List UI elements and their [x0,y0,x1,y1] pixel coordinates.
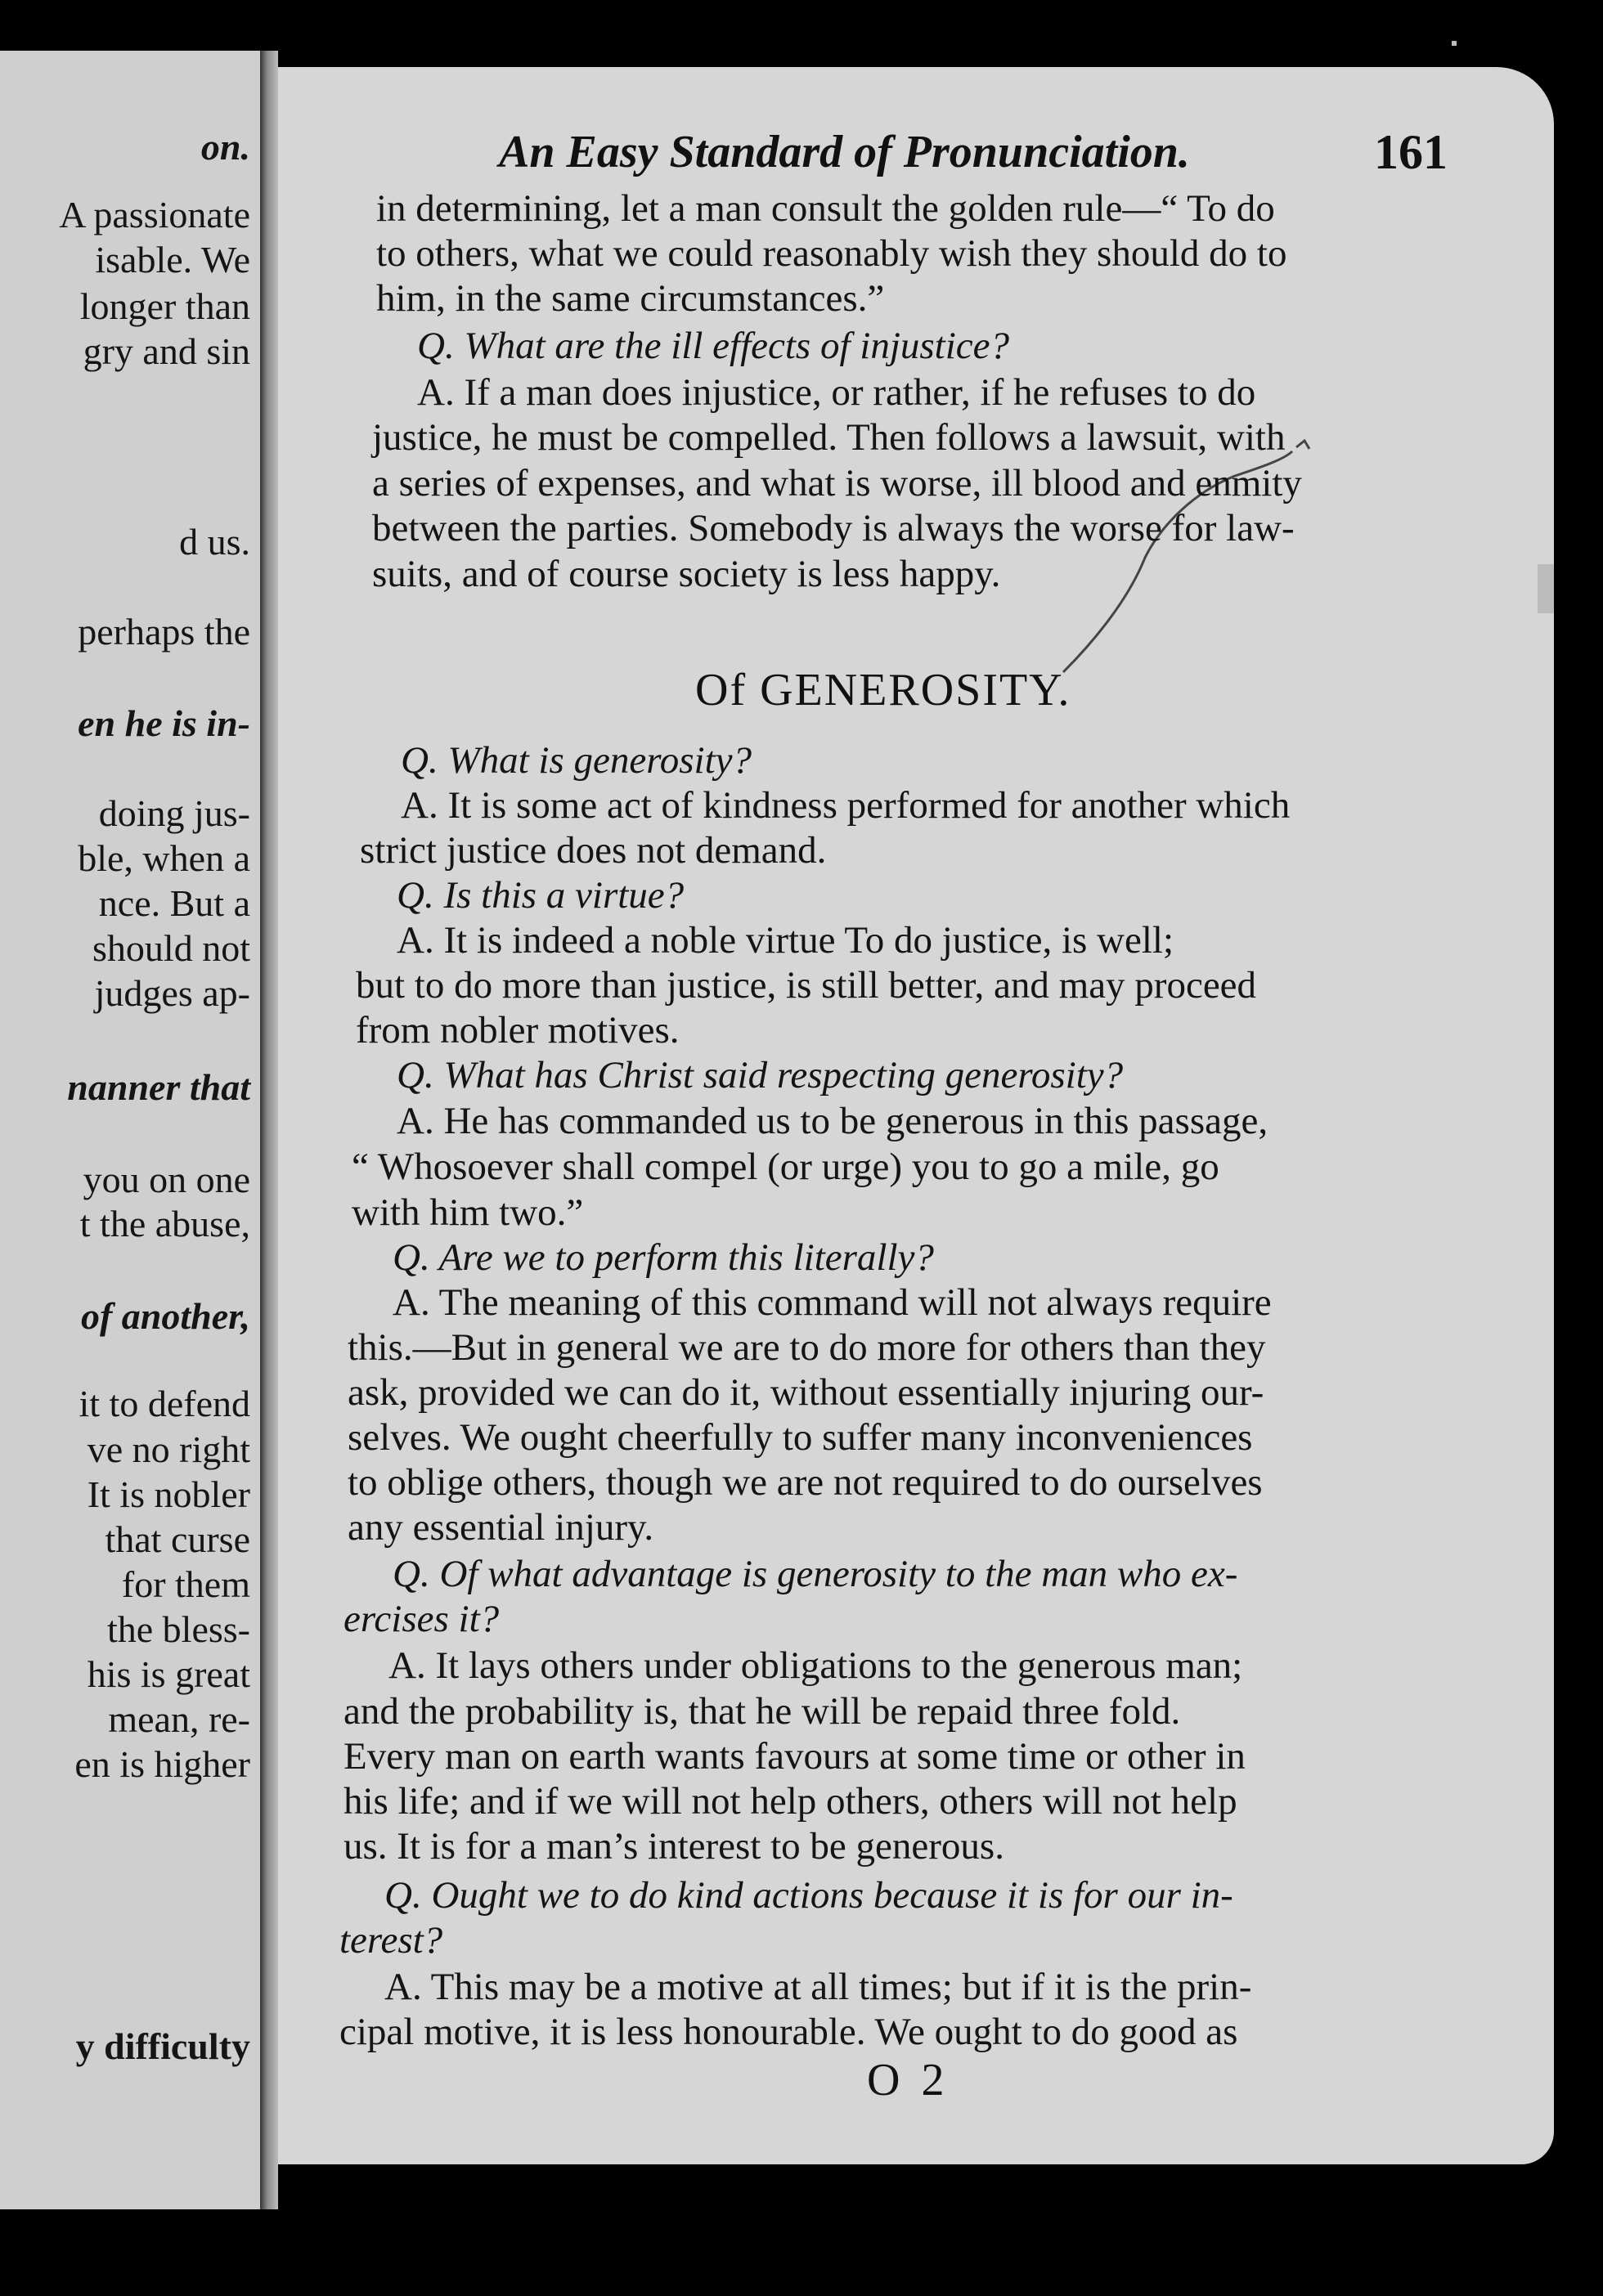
text-line: to others, what we could reasonably wish they should do to [376,232,1287,275]
left-page-line: for them [121,1563,250,1605]
left-page-line: en he is in- [78,702,250,744]
text-line: any essential injury. [348,1506,654,1549]
text-line: A. The meaning of this command will not always require [393,1281,1272,1324]
text-line: A. He has commanded us to be generous in this passage, [397,1100,1268,1142]
question-line: Q. What is generosity? [401,739,752,782]
left-page-line: of another, [80,1295,250,1337]
left-page-line: It is nobler [87,1473,250,1515]
text-line: from nobler motives. [356,1009,680,1052]
left-page-line: mean, re- [108,1698,250,1740]
question-line: Q. What are the ill effects of injustice? [417,325,1010,367]
running-header: An Easy Standard of Pronunciation. [499,127,1190,177]
text-line: his life; and if we will not help others, others will not help [344,1780,1237,1823]
book-gutter [260,51,278,2209]
left-page-line: ble, when a [78,837,250,879]
left-page-line: that curse [105,1518,250,1560]
left-page-line: should not [92,927,250,969]
left-page-line: perhaps the [78,611,250,652]
text-line: to oblige others, though we are not required to do ourselves [348,1461,1263,1504]
left-page-line: the bless- [106,1608,250,1650]
left-page-line: nce. But a [98,882,250,924]
left-page-line: doing jus- [98,792,250,834]
scan-speck [1538,564,1554,613]
left-page-line: en is higher [74,1743,250,1785]
question-line: Q. Of what advantage is generosity to the man who ex- [393,1553,1238,1595]
left-page-line: his is great [87,1653,250,1695]
signature-mark: O 2 [867,2055,950,2105]
text-line: A. It is some act of kindness performed for another which [401,784,1291,827]
left-page-line: isable. We [95,239,250,280]
text-line: A. It is indeed a noble virtue To do justice, is well; [397,919,1174,962]
text-line: and the probability is, that he will be repaid three fold. [344,1690,1181,1733]
text-line: between the parties. Somebody is always the worse for law- [372,507,1295,549]
section-title: Of GENEROSITY. [695,665,1071,715]
left-page-line: longer than [79,285,250,327]
left-page-line: it to defend [79,1383,250,1424]
text-line: us. It is for a man’s interest to be generous. [344,1825,1004,1868]
book-page [278,67,1554,2164]
scan-speck [1452,41,1457,46]
text-line: A. If a man does injustice, or rather, if he refuses to do [417,371,1256,414]
left-page-line: ve no right [87,1428,250,1470]
text-line: “ Whosoever shall compel (or urge) you to go a mile, go [352,1146,1219,1188]
previous-page-fragment [0,51,263,2209]
text-line: justice, he must be compelled. Then follows a lawsuit, with [372,416,1286,459]
left-page-line: on. [200,126,250,168]
text-line: A. This may be a motive at all times; but if it is the prin- [384,1966,1252,2008]
text-line: cipal motive, it is less honourable. We ought to do good as [339,2011,1238,2053]
question-line: terest? [339,1919,443,1962]
text-line: suits, and of course society is less happy. [372,553,1001,595]
text-line: Every man on earth wants favours at some time or other in [344,1735,1246,1778]
text-line: with him two.” [352,1191,584,1234]
left-page-line: y difficulty [75,2025,250,2067]
text-line: A. It lays others under obligations to the generous man; [388,1644,1243,1687]
question-line: Q. Ought we to do kind actions because it is for our in- [384,1874,1233,1917]
text-line: strict justice does not demand. [360,829,827,872]
question-line: ercises it? [344,1598,500,1640]
text-line: ask, provided we can do it, without essentially injuring our- [348,1371,1264,1414]
question-line: Q. Is this a virtue? [397,874,685,917]
question-line: Q. Are we to perform this literally? [393,1236,934,1279]
text-line: a series of expenses, and what is worse, ill blood and enmity [372,462,1302,504]
left-page-line: A passionate [59,194,250,235]
page-number: 161 [1374,125,1448,179]
left-page-line: t the abuse, [79,1203,250,1244]
text-line: this.—But in general we are to do more for others than they [348,1326,1266,1369]
left-page-line: judges ap- [94,972,250,1014]
text-line: selves. We ought cheerfully to suffer many inconveniences [348,1416,1253,1459]
text-line: but to do more than justice, is still better, and may proceed [356,964,1257,1007]
left-page-line: you on one [83,1159,250,1200]
left-page-line: d us. [179,521,250,563]
left-page-line: gry and sin [83,330,250,372]
question-line: Q. What has Christ said respecting generosity? [397,1054,1124,1096]
left-page-line: nanner that [67,1066,250,1108]
text-line: in determining, let a man consult the golden rule—“ To do [376,187,1275,230]
text-line: him, in the same circumstances.” [376,277,885,320]
